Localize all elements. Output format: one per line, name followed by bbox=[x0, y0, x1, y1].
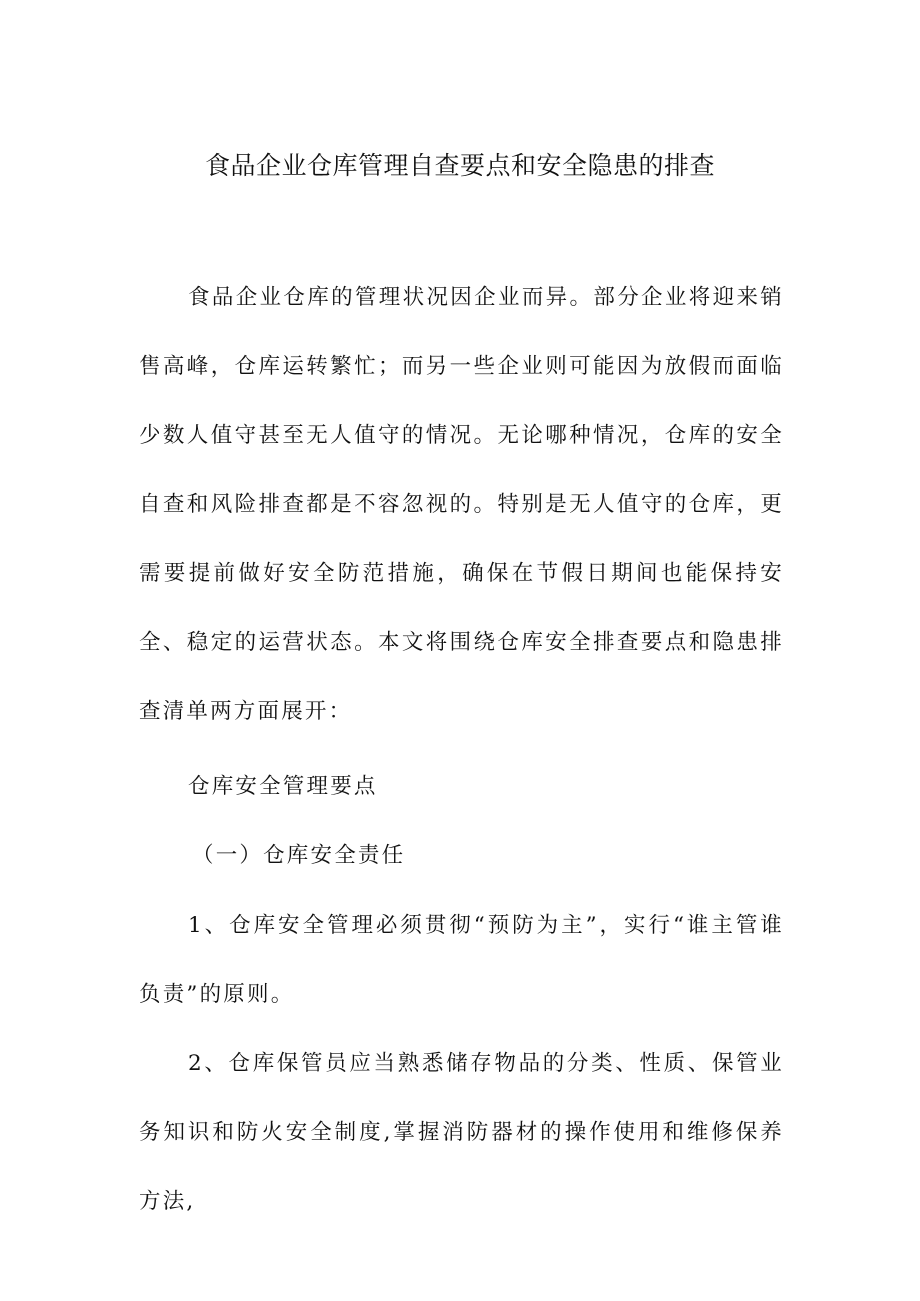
list-item-2: 2、仓库保管员应当熟悉储存物品的分类、性质、保管业务知识和防火安全制度,掌握消防器材的操作使用和维修保养方法, bbox=[139, 1051, 784, 1214]
section-heading: 仓库安全管理要点 bbox=[188, 774, 378, 799]
intro-paragraph: 食品企业仓库的管理状况因企业而异。部分企业将迎来销售高峰，仓库运转繁忙；而另一些企业则可能因为放假而面临少数人值守甚至无人值守的情况。无论哪种情况，仓库的安全自查和风险排查都是不容忽视的。特别是无人值守的仓库，更需要提前做好安全防范措施，确保在节假日期间也能保持安全、稳定的运营状态。本文将围绕仓库安全排查要点和隐患排查清单两方面展开： bbox=[139, 285, 784, 724]
subsection-heading: （一）仓库安全责任 bbox=[192, 843, 406, 868]
list-item-1: 1、仓库安全管理必须贯彻“预防为主”，实行“谁主管谁负责”的原则。 bbox=[139, 913, 784, 1007]
document-title: 食品企业仓库管理自查要点和安全隐患的排查 bbox=[204, 151, 715, 180]
